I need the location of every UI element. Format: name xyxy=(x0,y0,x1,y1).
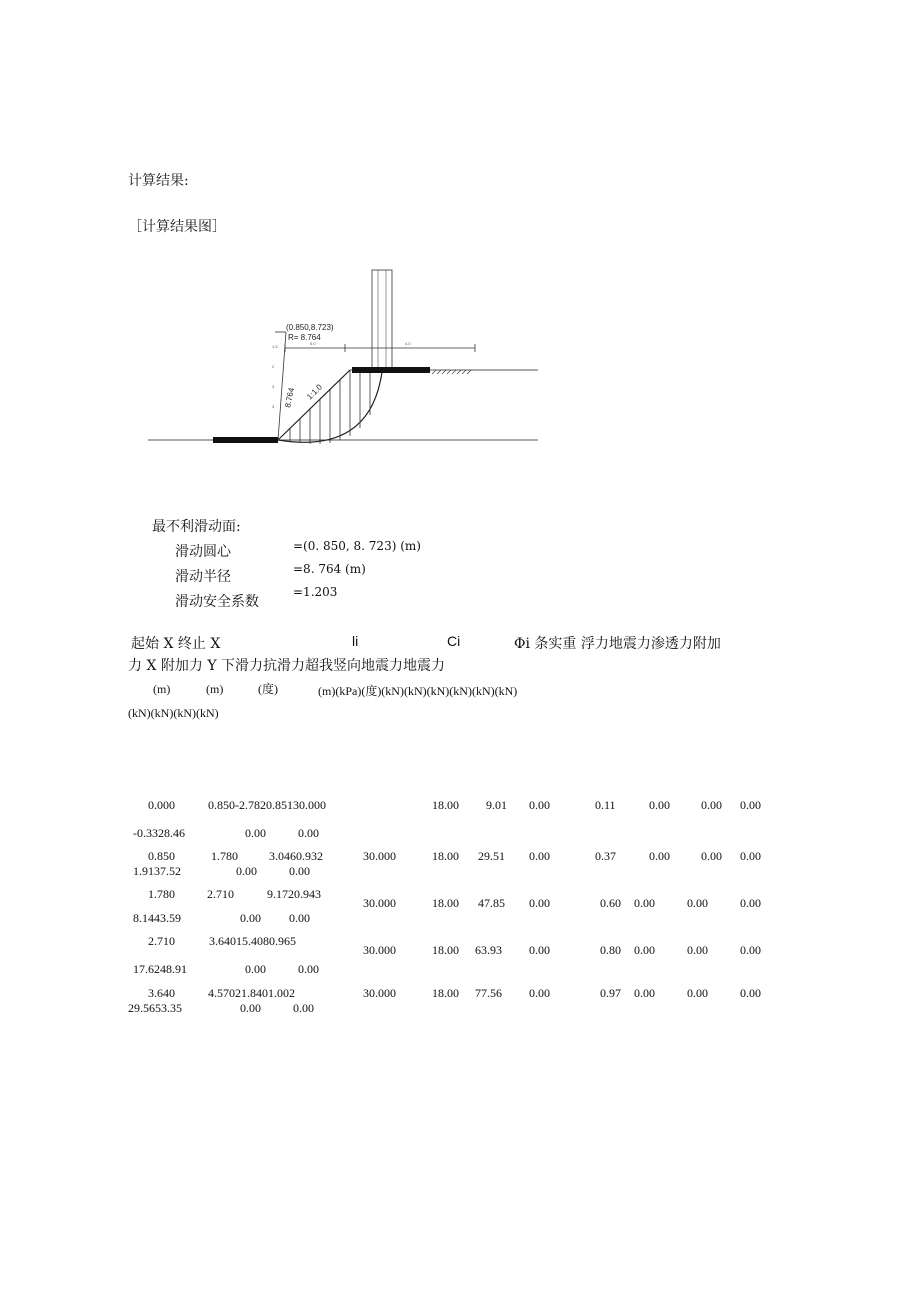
row3-c: 30.000 xyxy=(363,896,396,910)
row5-m: 0.00 xyxy=(293,1001,314,1015)
row4-l: 0.00 xyxy=(245,962,266,976)
svg-text:2: 2 xyxy=(272,364,275,369)
row5-k: 29.5653.35 xyxy=(128,1001,182,1015)
center-value: =(0. 850, 8. 723) (m) xyxy=(293,539,421,553)
units-m2: (m) xyxy=(206,682,224,696)
row5-j: 0.00 xyxy=(740,986,761,1000)
row5-e: 77.56 xyxy=(475,986,502,1000)
row4-g: 0.80 xyxy=(600,943,621,957)
row1-g: 0.11 xyxy=(595,798,616,812)
row1-j: 0.00 xyxy=(740,798,761,812)
row2-h: 0.00 xyxy=(649,849,670,863)
building-column xyxy=(372,270,392,370)
row3-i: 0.00 xyxy=(687,896,708,910)
lower-load-bar xyxy=(213,437,278,443)
units-deg: (度) xyxy=(258,682,278,696)
table-header-li: li xyxy=(352,633,359,649)
row3-e: 47.85 xyxy=(478,896,505,910)
radius-top-label: R= 8.764 xyxy=(288,333,321,342)
row5-h: 0.00 xyxy=(634,986,655,1000)
row4-i: 0.00 xyxy=(687,943,708,957)
row3-l: 0.00 xyxy=(240,911,261,925)
row2-l: 0.00 xyxy=(236,864,257,878)
row3-j: 0.00 xyxy=(740,896,761,910)
row3-d: 18.00 xyxy=(432,896,459,910)
row5-l: 0.00 xyxy=(240,1001,261,1015)
row2-e: 29.51 xyxy=(478,849,505,863)
svg-text:5.0: 5.0 xyxy=(310,341,316,346)
row3-f: 0.00 xyxy=(529,896,550,910)
row2-f: 0.00 xyxy=(529,849,550,863)
row5-g: 0.97 xyxy=(600,986,621,1000)
row5-c: 30.000 xyxy=(363,986,396,1000)
row3-m: 0.00 xyxy=(289,911,310,925)
row4-e: 63.93 xyxy=(475,943,502,957)
row4-m: 0.00 xyxy=(298,962,319,976)
row4-b: 3.64015.4080.965 xyxy=(209,934,296,948)
row3-b2: 9.1720.943 xyxy=(267,887,321,901)
row1-k: -0.3328.46 xyxy=(133,826,185,840)
table-header-line1-a: 起始 X 终止 X xyxy=(131,636,221,652)
row3-k: 8.1443.59 xyxy=(133,911,181,925)
table-header-ci: Ci xyxy=(447,633,461,649)
row2-b: 1.780 xyxy=(211,849,238,863)
row4-k: 17.6248.91 xyxy=(133,962,187,976)
row5-d: 18.00 xyxy=(432,986,459,1000)
table-header-line2: 力 X 附加力 Y 下滑力抗滑力超我竖向地震力地震力 xyxy=(128,658,446,674)
row2-j: 0.00 xyxy=(740,849,761,863)
radius-label-text: 滑动半径 xyxy=(175,569,231,585)
center-label: (0.850,8.723) xyxy=(286,323,334,332)
row2-g: 0.37 xyxy=(595,849,616,863)
safety-factor-label: 滑动安全系数 xyxy=(175,594,259,610)
row4-h: 0.00 xyxy=(634,943,655,957)
row4-d: 18.00 xyxy=(432,943,459,957)
row1-m: 0.00 xyxy=(298,826,319,840)
row5-b: 4.57021.8401.002 xyxy=(208,986,295,1000)
row1-b: 0.850-2.7820.85130.000 xyxy=(208,798,326,812)
row4-f: 0.00 xyxy=(529,943,550,957)
svg-text:3: 3 xyxy=(272,384,275,389)
row2-m: 0.00 xyxy=(289,864,310,878)
row3-h: 0.00 xyxy=(634,896,655,910)
section-title: 计算结果: xyxy=(128,173,189,189)
row2-b2: 3.0460.932 xyxy=(269,849,323,863)
row3-b: 2.710 xyxy=(207,887,234,901)
table-row: 1.780 xyxy=(148,887,175,901)
row2-k: 1.9137.52 xyxy=(133,864,181,878)
svg-text:4.0: 4.0 xyxy=(405,341,411,346)
table-row: 2.710 xyxy=(148,934,175,948)
row4-c: 30.000 xyxy=(363,943,396,957)
table-row: 0.000 xyxy=(148,798,175,812)
figure-title: ［计算结果图］ xyxy=(128,219,226,235)
row2-c: 30.000 xyxy=(363,849,396,863)
result-heading: 最不利滑动面: xyxy=(152,519,241,535)
row1-d: 18.00 xyxy=(432,798,459,812)
units-m1: (m) xyxy=(153,682,171,696)
row1-f: 0.00 xyxy=(529,798,550,812)
row1-e: 9.01 xyxy=(486,798,507,812)
units-rest: (m)(kPa)(度)(kN)(kN)(kN)(kN)(kN)(kN) xyxy=(318,684,518,698)
height-ticks xyxy=(272,344,278,409)
table-row: 0.850 xyxy=(148,849,175,863)
units-line2: (kN)(kN)(kN)(kN) xyxy=(128,706,219,720)
row2-d: 18.00 xyxy=(432,849,459,863)
slope-ratio-label: 1:1.0 xyxy=(305,382,324,402)
slice-lines xyxy=(290,370,370,444)
row5-i: 0.00 xyxy=(687,986,708,1000)
row1-h: 0.00 xyxy=(649,798,670,812)
table-header-line1-b: Φi 条实重 浮力地震力渗透力附加 xyxy=(514,636,721,652)
row4-j: 0.00 xyxy=(740,943,761,957)
hatch-marks xyxy=(432,370,471,374)
row5-f: 0.00 xyxy=(529,986,550,1000)
svg-text:1.5: 1.5 xyxy=(272,344,278,349)
slope-stability-figure xyxy=(140,260,550,460)
center-label-text: 滑动圆心 xyxy=(175,544,231,560)
safety-factor-value: =1.203 xyxy=(293,585,338,599)
svg-text:3: 3 xyxy=(272,404,275,409)
radius-slope-label: 8.764 xyxy=(283,386,297,409)
radius-value: =8. 764 (m) xyxy=(293,562,366,576)
row1-l: 0.00 xyxy=(245,826,266,840)
row2-i: 0.00 xyxy=(701,849,722,863)
table-row: 3.640 xyxy=(148,986,175,1000)
row1-i: 0.00 xyxy=(701,798,722,812)
row3-g: 0.60 xyxy=(600,896,621,910)
upper-load-bar xyxy=(352,367,430,373)
